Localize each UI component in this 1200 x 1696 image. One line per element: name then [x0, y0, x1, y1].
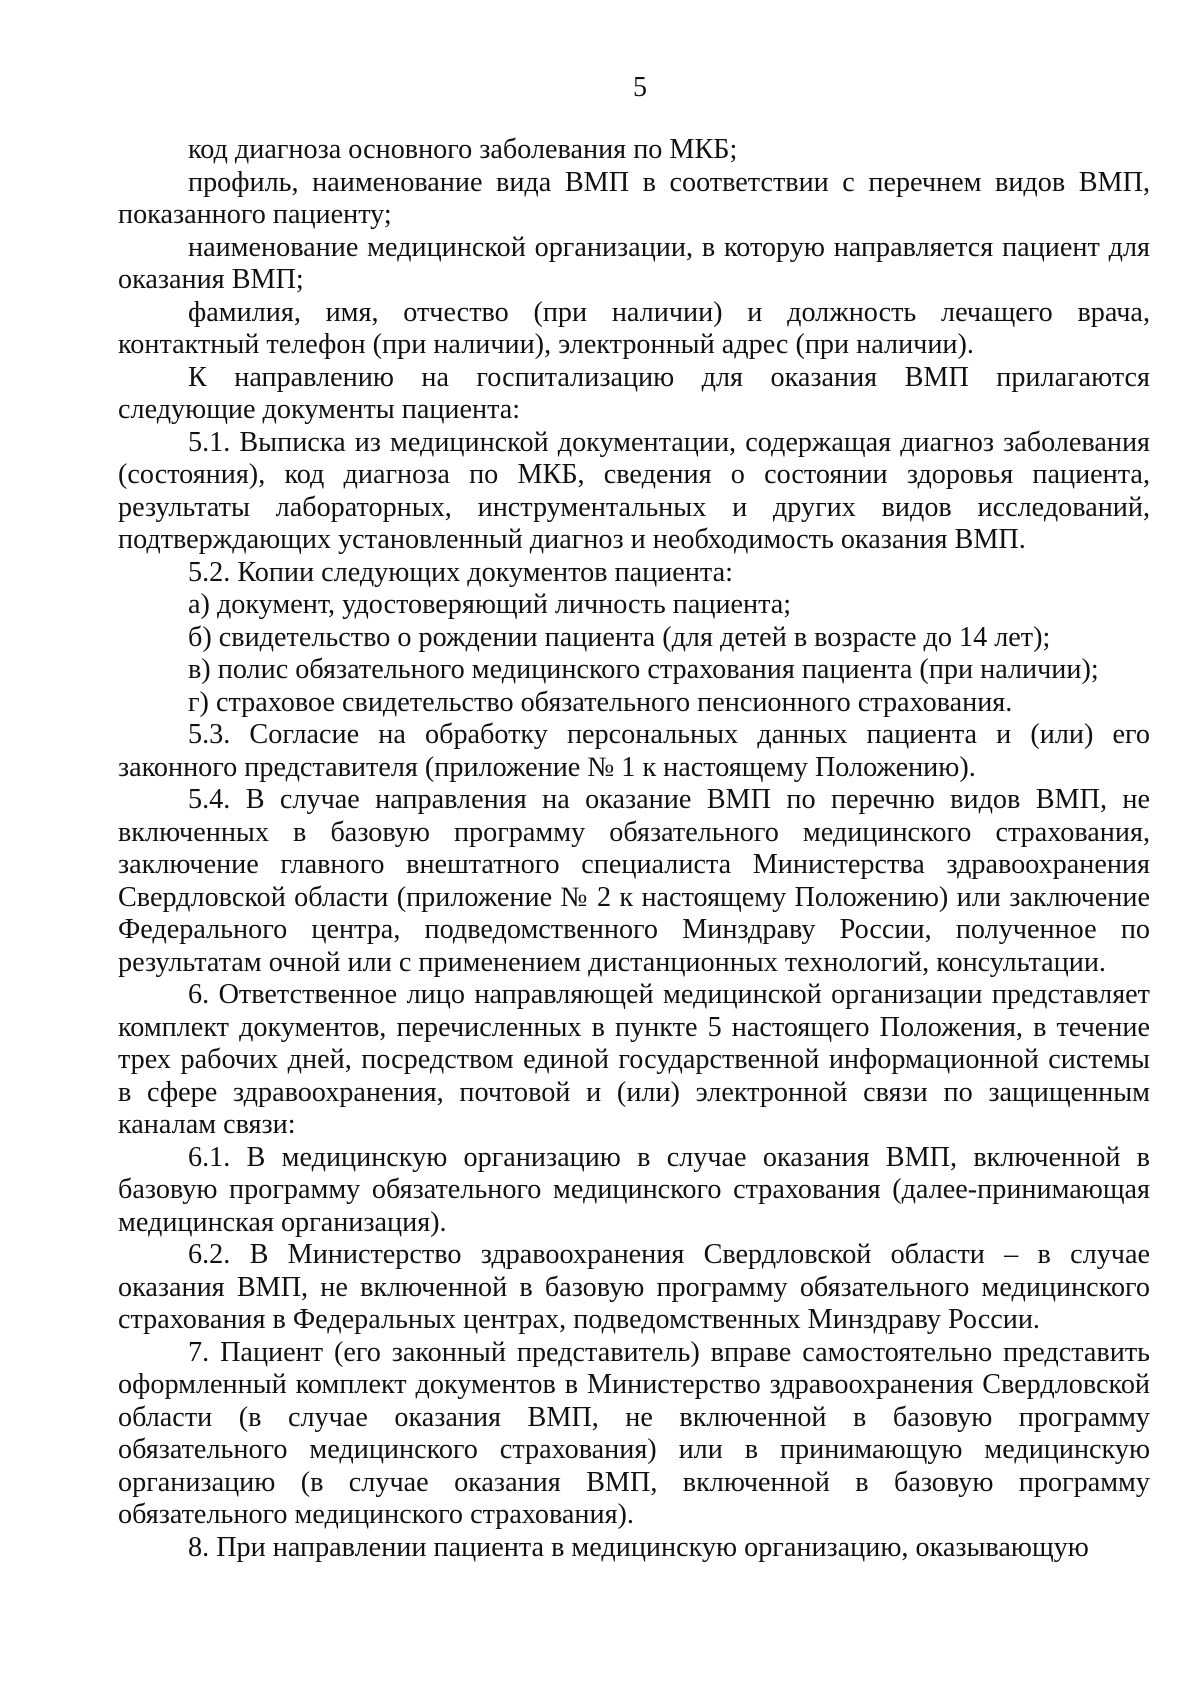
- paragraph-5-2: 5.2. Копии следующих документов пациента:: [188, 556, 733, 588]
- paragraph-5-1: 5.1. Выписка из медицинской документации, содержащая диагноз заболевания (состояния), код диагноза по МКБ, сведения о состоянии здоровья пациента, результаты лабораторных, инструментальных и других видов исследований, подтверждающих установленный диагноз и необходимость оказания ВМП.: [118, 426, 1150, 555]
- paragraph-6-2: 6.2. В Министерство здравоохранения Свердловской области – в случае оказания ВМП, не включенной в базовую программу обязательного медицинского страхования в Федеральных центрах, подведомственных Минздраву России.: [118, 1239, 1150, 1335]
- paragraph-7: 7. Пациент (его законный представитель) вправе самостоятельно представить оформленный комплект документов в Министерство здравоохранения Свердловской области (в случае оказания ВМП, не включенной в базовую программу обязательного медицинского страхования) или в принимающую медицинскую организацию (в случае оказания ВМП, включенной в базовую программу обязательного медицинского страхования).: [118, 1336, 1150, 1530]
- document-body: [118, 134, 1150, 1564]
- paragraph-5-3: 5.3. Согласие на обработку персональных данных пациента и (или) его законного представителя (приложение № 1 к настоящему Положению).: [118, 719, 1150, 783]
- paragraph-profile: профиль, наименование вида ВМП в соответствии с перечнем видов ВМП, показанного пациенту;: [118, 166, 1150, 230]
- paragraph-doctor-info: фамилия, имя, отчество (при наличии) и должность лечащего врача, контактный телефон (при наличии), электронный адрес (при наличии).: [118, 296, 1150, 360]
- paragraph-5-4: 5.4. В случае направления на оказание ВМП по перечню видов ВМП, не включенных в базовую программу обязательного медицинского страхования, заключение главного внештатного специалиста Министерства здравоохранения Свердловской области (приложение № 2 к настоящему Положению) или заключение Федерального центра, подведомственного Минздраву России, полученное по результатам очной или с применением дистанционных технологий, консультации.: [118, 784, 1150, 978]
- paragraph-diagnosis-code: код диагноза основного заболевания по МКБ;: [188, 134, 738, 165]
- paragraph-attachments-intro: К направлению на госпитализацию для оказания ВМП прилагаются следующие документы пациента:: [118, 361, 1150, 425]
- list-item-a: а) документ, удостоверяющий личность пациента;: [188, 589, 792, 620]
- paragraph-8: 8. При направлении пациента в медицинскую организацию, оказывающую: [188, 1531, 1089, 1563]
- paragraph-6-1: 6.1. В медицинскую организацию в случае оказания ВМП, включенной в базовую программу обязательного медицинского страхования (далее-принимающая медицинская организация).: [118, 1141, 1150, 1238]
- page-number: 5: [633, 72, 647, 103]
- paragraph-6: 6. Ответственное лицо направляющей медицинской организации представляет комплект документов, перечисленных в пункте 5 настоящего Положения, в течение трех рабочих дней, посредством единой государственной информационной системы в сфере здравоохранения, почтовой и (или) электронной связи по защищенным каналам связи:: [118, 979, 1150, 1140]
- list-item-b: б) свидетельство о рождении пациента (для детей в возрасте до 14 лет);: [188, 621, 1051, 653]
- list-item-g: г) страховое свидетельство обязательного пенсионного страхования.: [188, 686, 1013, 718]
- paragraph-organization-name: наименование медицинской организации, в которую направляется пациент для оказания ВМП;: [118, 231, 1150, 295]
- list-item-v: в) полис обязательного медицинского страхования пациента (при наличии);: [188, 654, 1099, 685]
